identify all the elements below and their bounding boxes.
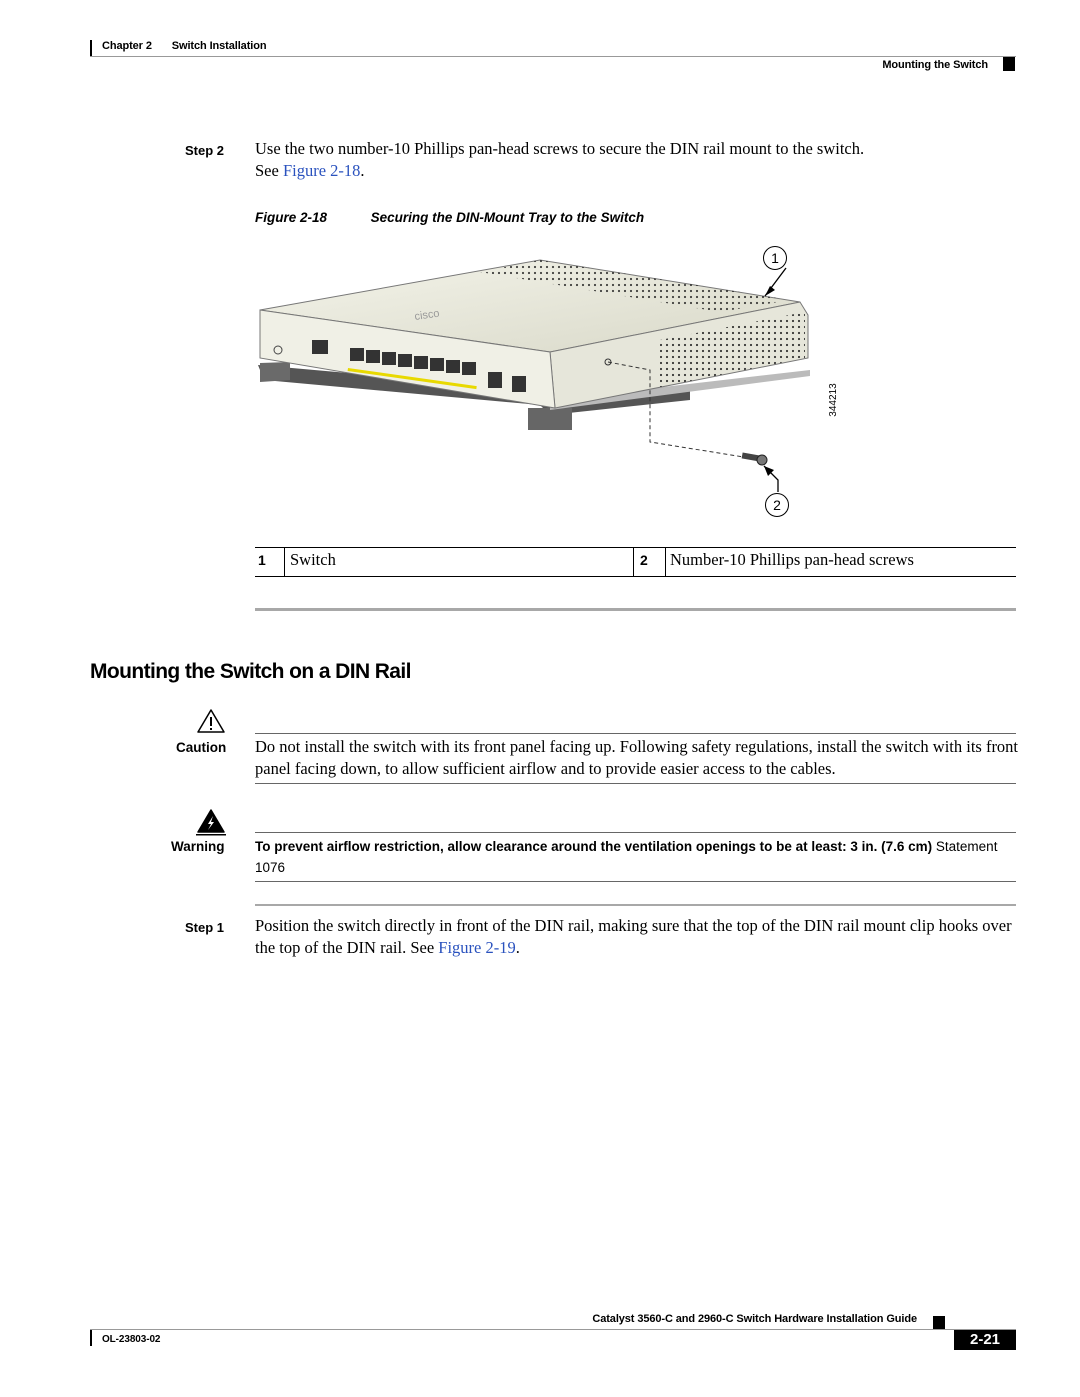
warning-end-rule	[255, 904, 1016, 906]
figure-label: Figure 2-18	[255, 210, 328, 225]
warning-bottom-rule	[255, 881, 1016, 882]
table-divider-2	[633, 548, 634, 576]
header-chapter	[102, 40, 266, 52]
screw	[742, 452, 767, 465]
caution-top-rule	[255, 733, 1016, 734]
warning-label: Warning	[171, 839, 225, 854]
step1-label: Step 1	[185, 920, 225, 935]
header-left-bar	[90, 40, 92, 56]
warning-top-rule	[255, 832, 1016, 833]
caution-label: Caution	[176, 740, 227, 755]
table-row-1-desc: Switch	[290, 550, 336, 569]
callout-2: 2	[765, 493, 789, 517]
table-divider-1	[284, 548, 285, 576]
footer-square	[933, 1316, 945, 1330]
section-heading: Mounting the Switch on a DIN Rail	[90, 660, 411, 683]
footer-rule	[90, 1329, 1016, 1330]
caution-icon	[196, 708, 226, 734]
header-rule	[90, 56, 1016, 57]
table-row-2-num: 2	[640, 552, 648, 568]
warning-text	[255, 836, 1020, 878]
table-row-2-desc: Number-10 Phillips pan-head screws	[670, 550, 914, 569]
table-top-rule	[255, 547, 1016, 548]
step1-body: Position the switch directly in front of the DIN rail, making sure that the top of the DIN rail mount clip hooks over the top of the DIN rail. See	[255, 916, 1012, 957]
callout-1: 1	[763, 246, 787, 270]
chapter-label: Chapter 2	[102, 40, 152, 52]
step1-text	[255, 915, 1025, 959]
svg-text:cisco: cisco	[413, 307, 441, 323]
step2-text	[255, 138, 1025, 182]
footer-left-bar	[90, 1330, 92, 1346]
figure-2-18-link[interactable]: Figure 2-18	[282, 161, 361, 180]
step1-end: .	[515, 938, 520, 957]
step2-end: .	[360, 161, 365, 180]
warning-icon	[196, 808, 226, 836]
table-bottom-rule	[255, 576, 1016, 577]
warning-statement: Statement 1076	[255, 839, 998, 875]
chapter-title: Switch Installation	[171, 40, 267, 52]
footer-guide-title: Catalyst 3560-C and 2960-C Switch Hardware Installation Guide	[592, 1313, 917, 1325]
figure-title: Securing the DIN-Mount Tray to the Switch	[370, 210, 645, 225]
step2-see: See	[255, 161, 283, 180]
art-number: 344213	[828, 383, 839, 417]
warning-text-bold: To prevent airflow restriction, allow clearance around the ventilation openings to be at least: 3 in. (7.6 cm)	[255, 839, 933, 854]
caution-text: Do not install the switch with its front panel facing up. Following safety regulations, install the switch with its front panel facing down, to allow sufficient airflow and to provide easier access to the cables.	[255, 737, 1019, 778]
footer-doc-number: OL-23803-02	[102, 1334, 161, 1345]
table-divider-3	[665, 548, 666, 576]
switch-illustration	[250, 240, 850, 530]
figure-2-19-link[interactable]: Figure 2-19	[438, 938, 516, 957]
step2-line1: Use the two number-10 Phillips pan-head screws to secure the DIN rail mount to the switch.	[255, 139, 865, 158]
header-square	[1003, 57, 1015, 71]
header-section: Mounting the Switch	[882, 59, 988, 71]
step2-label: Step 2	[185, 143, 225, 158]
table-row-1-num: 1	[258, 552, 266, 568]
caution-bottom-rule	[255, 783, 1016, 784]
figure-caption	[255, 210, 644, 225]
figure-end-rule	[255, 608, 1016, 611]
page-number: 2-21	[954, 1330, 1016, 1350]
